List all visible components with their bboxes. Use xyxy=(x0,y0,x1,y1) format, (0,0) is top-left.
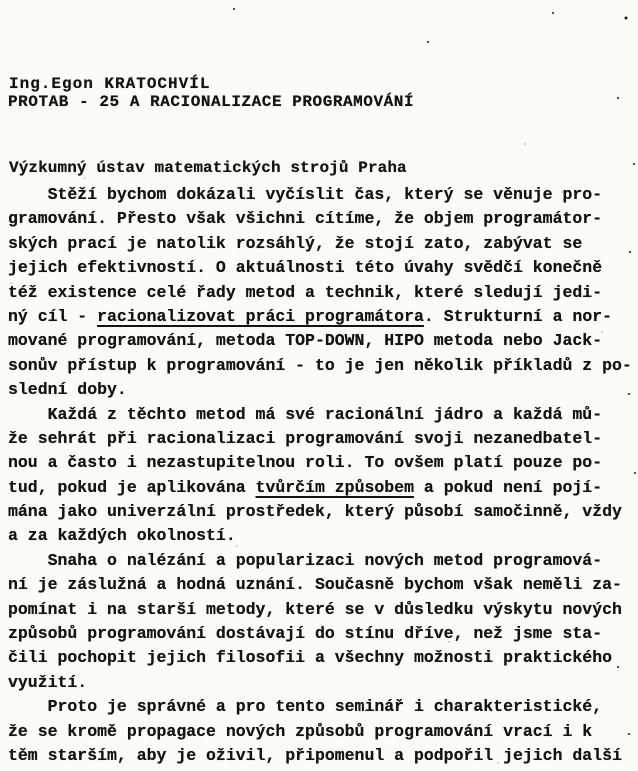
text-segment: Každá z těchto metod má své racionální jádro a každá mů- xyxy=(8,404,603,424)
text-line xyxy=(8,232,632,256)
text-line xyxy=(8,403,632,427)
text-line xyxy=(8,549,632,573)
text-line xyxy=(8,500,632,524)
text-line xyxy=(8,281,632,305)
text-segment: ských prací je natolik rozsáhlý, že stojí zato, zabývat se xyxy=(8,233,583,253)
text-segment: tud, pokud je aplikována xyxy=(8,477,256,497)
text-segment: jejich efektivností. O aktuálnosti této úvahy svědčí konečně xyxy=(8,258,603,278)
text-segment: a pokud není pojí- xyxy=(413,477,603,497)
text-segment: ný cíl - xyxy=(8,306,98,326)
text-line xyxy=(8,256,632,280)
text-segment: způsobů programování dostávají do stínu dříve, než jsme sta- xyxy=(8,624,603,644)
text-line xyxy=(8,207,632,231)
text-line xyxy=(8,378,632,402)
text-segment: mána jako univerzální prostředek, který působí samočinně, vždy xyxy=(8,502,622,522)
text-line xyxy=(8,354,632,378)
text-line xyxy=(8,183,632,207)
text-segment: využití. xyxy=(8,672,88,692)
document-title: PROTAB - 25 A RACIONALIZACE PROGRAMOVÁNÍ xyxy=(8,93,415,111)
text-segment: gramování. Přesto však všichni cítíme, že objem programátor- xyxy=(8,209,603,229)
text-segment: Stěží bychom dokázali vyčíslit čas, který se věnuje pro- xyxy=(8,185,603,204)
text-segment: že se kromě propagace nových způsobů programování vrací i k xyxy=(8,721,593,741)
text-line xyxy=(8,573,632,597)
text-line xyxy=(8,598,632,622)
text-segment: ní je záslužná a hodná uznání. Současně bychom však neměli za- xyxy=(8,575,622,595)
text-segment: čili pochopit jejich filosofii a všechny možnosti praktického xyxy=(8,648,612,668)
text-segment: Proto je správné a pro tento seminář i charakteristické, xyxy=(8,697,603,717)
text-segment: sonův přístup k programování - to je jen několik příkladů z po- xyxy=(8,355,632,375)
text-segment: a za každých okolností. xyxy=(8,526,236,546)
text-line xyxy=(8,451,632,475)
text-segment: též existence celé řady metod a technik, které sledují jedi- xyxy=(8,282,603,302)
text-line xyxy=(8,524,632,548)
document-body xyxy=(8,183,632,768)
text-segment: . Strukturní a nor- xyxy=(423,306,613,326)
scan-noise-specks xyxy=(0,0,2,2)
text-line xyxy=(8,622,632,646)
text-line xyxy=(8,329,632,353)
text-segment: těm starším, aby je oživil, připomenul a podpořil jejich další xyxy=(8,745,622,765)
text-line xyxy=(8,476,632,500)
text-segment: Snaha o nalézání a popularizaci nových metod programová- xyxy=(8,550,603,570)
text-line xyxy=(8,427,632,451)
text-line xyxy=(8,695,632,719)
text-segment: mované programování, metoda TOP-DOWN, HIPO metoda nebo Jack- xyxy=(8,331,603,351)
author-line: Ing.Egon KRATOCHVÍL xyxy=(9,75,211,93)
text-segment: nou a často i nezastupitelnou roli. To ovšem platí pouze po- xyxy=(8,453,603,473)
text-line xyxy=(8,305,632,329)
text-segment: slední doby. xyxy=(8,380,127,400)
institution-line: Výzkumný ústav matematických strojů Praha xyxy=(9,159,407,177)
text-line xyxy=(8,744,632,768)
text-line xyxy=(8,720,632,744)
text-line xyxy=(8,671,632,695)
underlined-phrase: tvůrčím způsobem xyxy=(255,477,414,497)
underlined-phrase: racionalizovat práci programátora xyxy=(97,306,424,326)
text-segment: pomínat i na starší metody, které se v důsledku výskytu nových xyxy=(8,599,622,619)
text-segment: že sehrát při racionalizaci programování svoji nezanedbatel- xyxy=(8,428,603,448)
text-line xyxy=(8,646,632,670)
